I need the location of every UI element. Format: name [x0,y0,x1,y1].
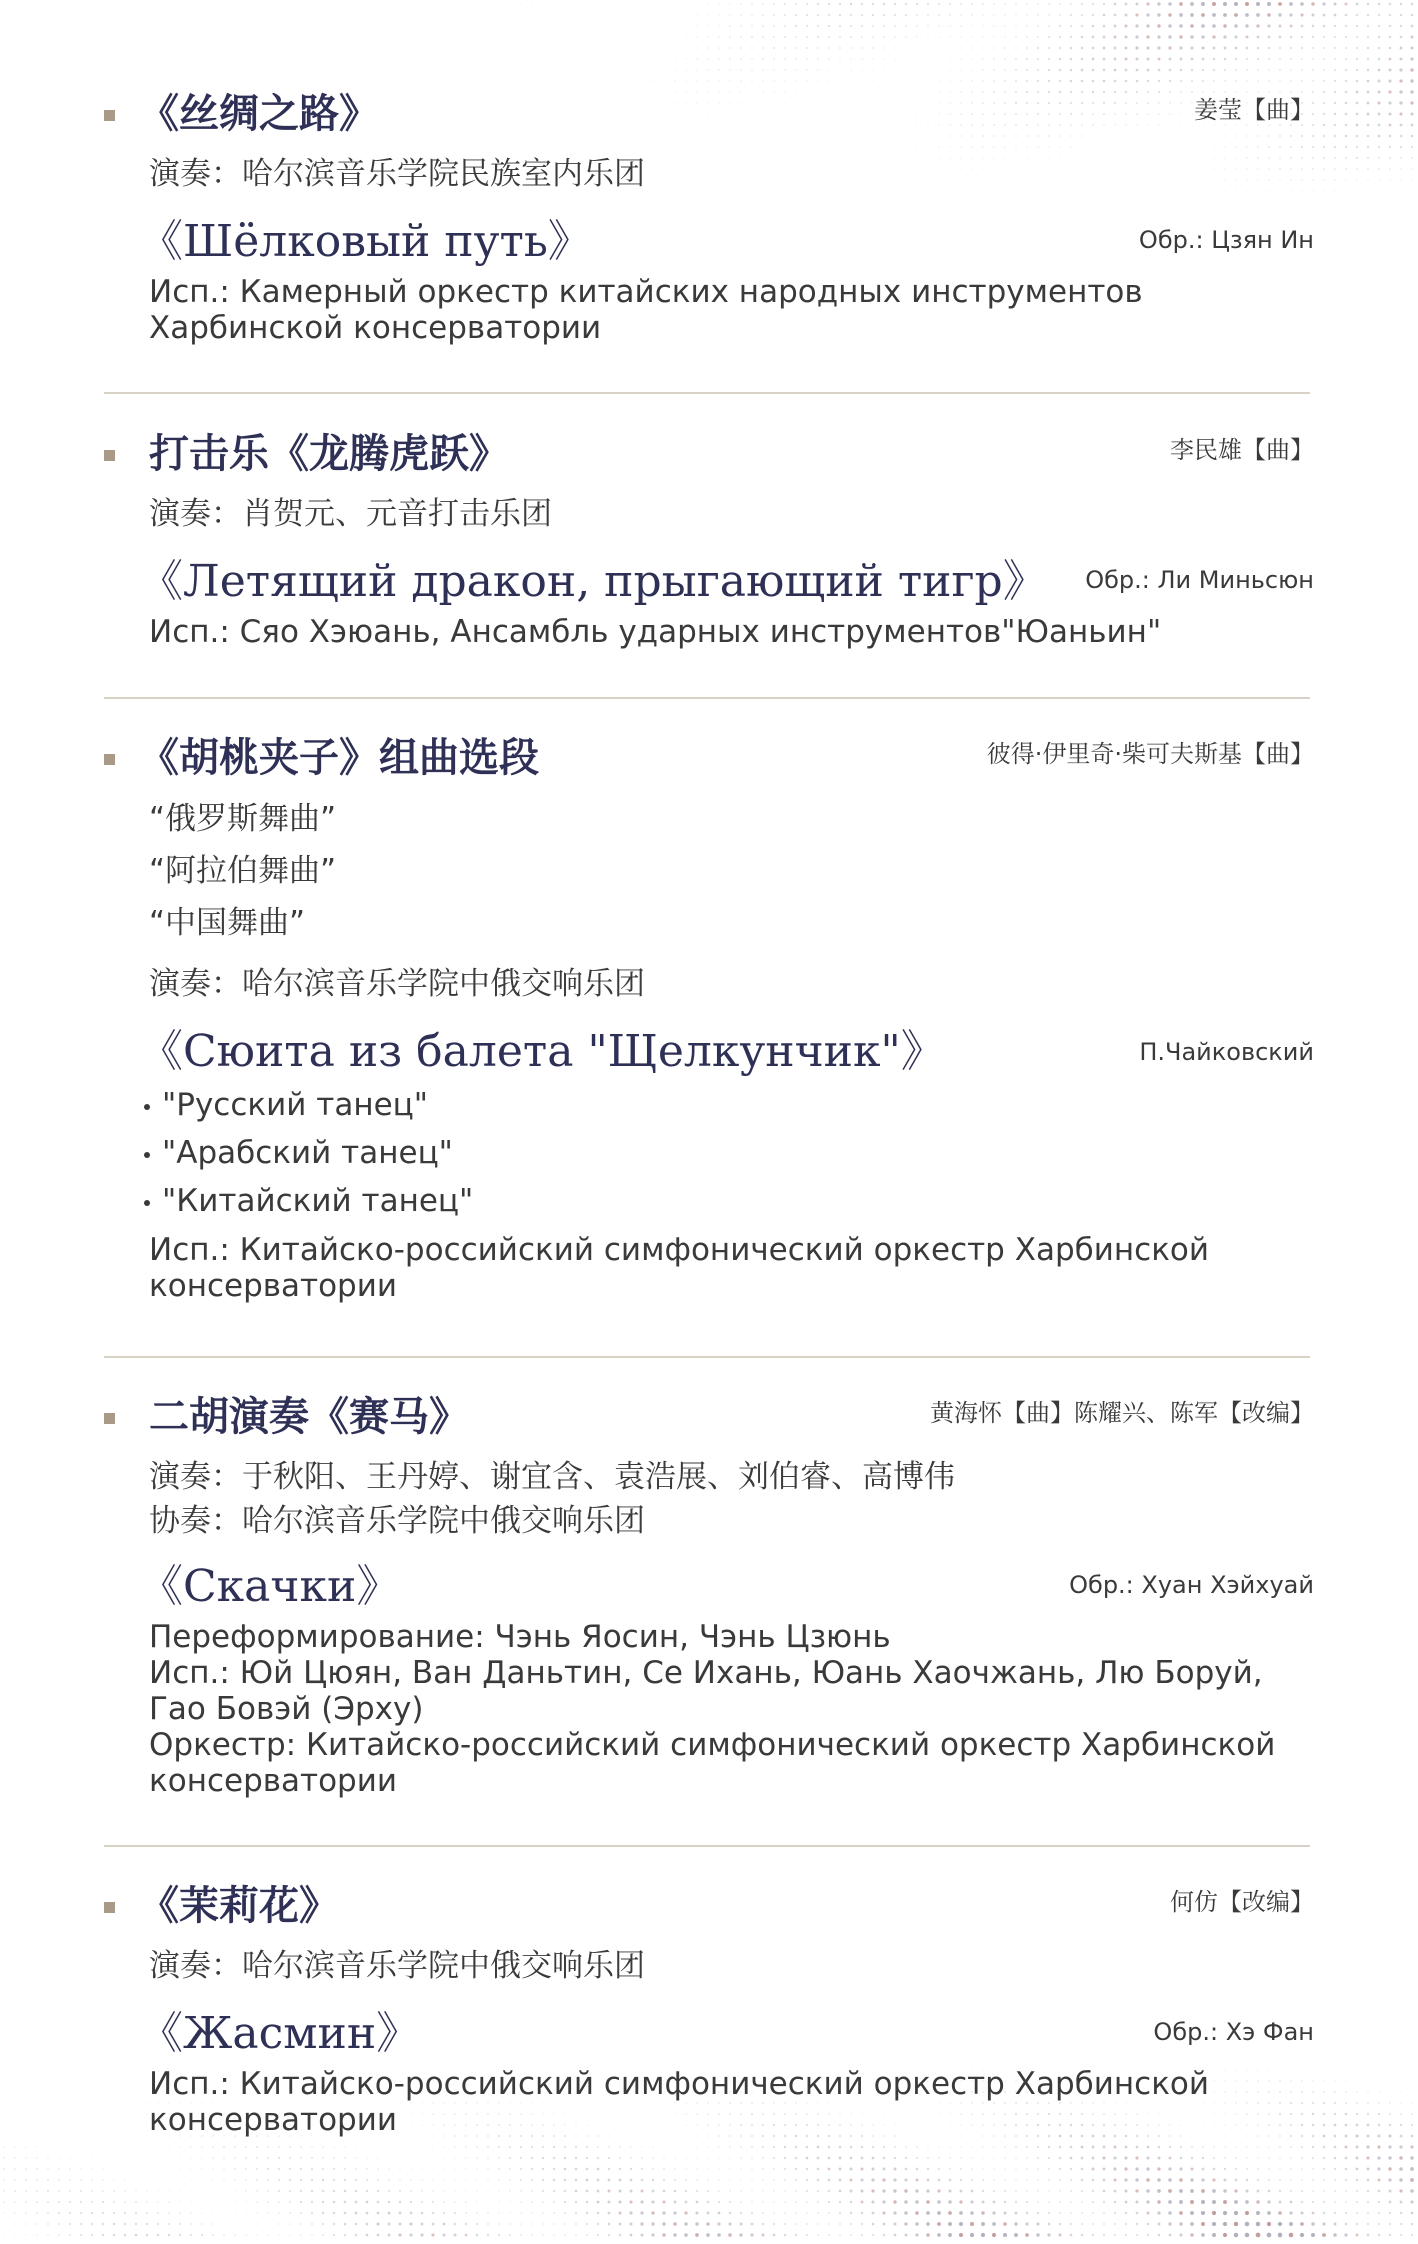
ru-orchestra-line: Оркестр: Китайско-российский симфонический оркестр Харбинской консерватории [149,1727,1276,1799]
section-divider [104,1356,1310,1358]
bullet-square [104,450,115,461]
bullet-square [104,1413,115,1424]
ru-title: 《Жасмин》 [139,2008,421,2059]
ru-movement-text: "Русский танец" [162,1087,429,1123]
ru-title: 《Шёлковый путь》 [139,216,592,267]
section-divider [104,392,1310,394]
zh-performer-line: 演奏：于秋阳、王丹婷、谢宜含、袁浩展、刘伯睿、高博伟 [149,1459,955,1495]
section-divider [104,1845,1310,1847]
ru-movement-line [144,1183,474,1219]
zh-movement-line: “中国舞曲” [149,905,306,941]
dot-bullet [144,1200,150,1206]
zh-performer-line: 演奏：哈尔滨音乐学院中俄交响乐团 [149,966,645,1002]
zh-movement-line: “阿拉伯舞曲” [149,853,337,889]
ru-title: 《Скачки》 [139,1561,401,1612]
bullet-square [104,110,115,121]
ru-credit: Обр.: Цзян Ин [1138,226,1314,254]
ru-arrangement-line: Переформирование: Чэнь Яосин, Чэнь Цзюнь [149,1619,891,1655]
zh-accompaniment-line: 协奏：哈尔滨音乐学院中俄交响乐团 [149,1503,645,1539]
ru-credit: Обр.: Ли Миньсюн [1085,566,1314,594]
bullet-square [104,1902,115,1913]
zh-title: 《胡桃夹子》组曲选段 [139,734,539,781]
ru-movement-line [144,1135,453,1171]
ru-credit: П.Чайковский [1139,1038,1314,1066]
zh-credit: 姜莹【曲】 [1194,96,1314,124]
zh-performer-line: 演奏：哈尔滨音乐学院中俄交响乐团 [149,1948,645,1984]
zh-credit: 黄海怀【曲】陈耀兴、陈军【改编】 [930,1399,1314,1427]
zh-title: 《丝绸之路》 [139,90,379,137]
zh-credit: 彼得·伊里奇·柴可夫斯基【曲】 [986,740,1314,768]
ru-credit: Обр.: Хуан Хэйхуай [1069,1571,1314,1599]
dot-bullet [144,1152,150,1158]
ru-performer-line: Исп.: Юй Цюян, Ван Даньтин, Се Ихань, Юань Хаочжань, Лю Боруй, Гао Бовэй (Эрху) [149,1655,1263,1727]
zh-title: 打击乐《龙腾虎跃》 [149,430,509,477]
zh-credit: 李民雄【曲】 [1170,436,1314,464]
ru-performer-line: Исп.: Сяо Хэюань, Ансамбль ударных инструментов"Юаньин" [149,614,1162,650]
dot-bullet [144,1104,150,1110]
ru-performer-line: Исп.: Камерный оркестр китайских народных инструментов Харбинской консерватории [149,274,1143,346]
zh-performer-line: 演奏：肖贺元、元音打击乐团 [149,496,552,532]
ru-performer-line: Исп.: Китайско-российский симфонический оркестр Харбинской консерватории [149,1232,1210,1304]
bullet-square [104,754,115,765]
ru-title: 《Летящий дракон, прыгающий тигр》 [139,556,1047,607]
ru-title: 《Сюита из балета "Щелкунчик"》 [139,1026,945,1077]
section-divider [104,697,1310,699]
ru-movement-text: "Китайский танец" [162,1183,474,1219]
ru-credit: Обр.: Хэ Фан [1153,2018,1314,2046]
ru-performer-line: Исп.: Китайско-российский симфонический оркестр Харбинской консерватории [149,2066,1210,2138]
zh-credit: 何仿【改编】 [1170,1888,1314,1916]
zh-title: 二胡演奏《赛马》 [149,1393,469,1440]
zh-movement-line: “俄罗斯舞曲” [149,801,337,837]
ru-movement-text: "Арабский танец" [162,1135,453,1171]
zh-performer-line: 演奏：哈尔滨音乐学院民族室内乐团 [149,156,645,192]
ru-movement-line [144,1087,429,1123]
zh-title: 《茉莉花》 [139,1882,339,1929]
